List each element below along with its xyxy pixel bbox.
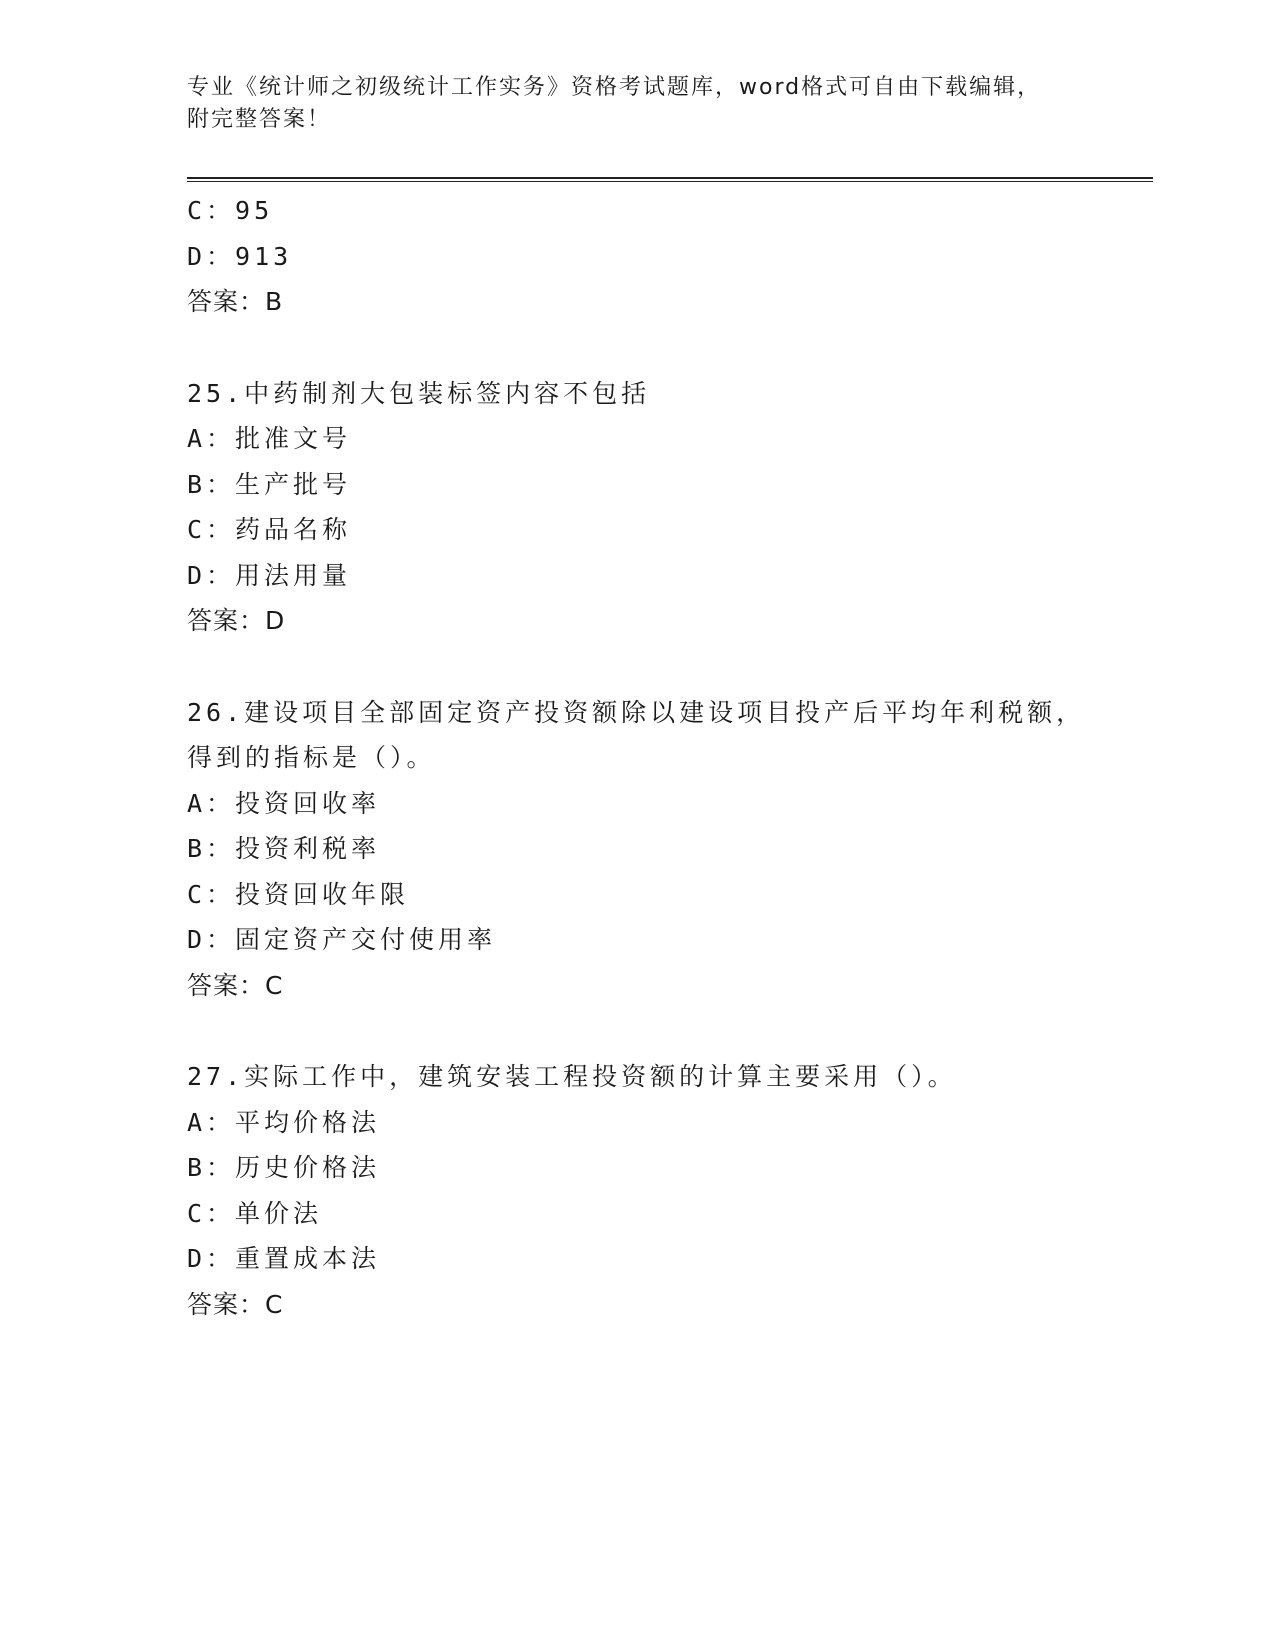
question-stem-line-2: 得到的指标是（）。: [187, 743, 436, 772]
question-stem: 27.实际工作中，建筑安装工程投资额的计算主要采用（）。: [187, 1062, 957, 1091]
option-a: A：平均价格法: [187, 1107, 381, 1137]
option-c: C：投资回收年限: [187, 879, 410, 909]
spacer: [187, 325, 1147, 371]
option-a: A：投资回收率: [187, 788, 381, 818]
option-d: D：913: [187, 241, 293, 271]
spacer: [187, 644, 1147, 690]
question-stem-line-1: 26.建设项目全部固定资产投资额除以建设项目投产后平均年利税额，: [187, 697, 1086, 727]
option-d: D：用法用量: [187, 560, 352, 590]
option-d: D：重置成本法: [187, 1244, 381, 1273]
answer-line: 答案：D: [187, 606, 286, 635]
option-c: C：药品名称: [187, 515, 352, 544]
option-c: C：95: [187, 196, 274, 225]
option-b: B：生产批号: [187, 469, 352, 499]
option-d: D：固定资产交付使用率: [187, 925, 497, 954]
option-c: C：单价法: [187, 1198, 323, 1228]
page-header: [187, 72, 1087, 136]
option-b: B：投资利税率: [187, 834, 381, 863]
question-24-continued: [187, 188, 1147, 325]
option-b: B：历史价格法: [187, 1153, 381, 1182]
option-a: A：批准文号: [187, 424, 352, 453]
answer-line: 答案：C: [187, 970, 284, 1000]
answer-line: 答案：C: [187, 1289, 284, 1319]
question-stem: 25.中药制剂大包装标签内容不包括: [187, 378, 651, 408]
header-title-line-2: 附完整答案！: [187, 107, 332, 132]
spacer: [187, 1008, 1147, 1054]
header-title-line-1: 专业《统计师之初级统计工作实务》资格考试题库，word格式可自由下载编辑，: [187, 75, 1042, 100]
question-27: [187, 1054, 1147, 1327]
question-25: [187, 371, 1147, 644]
question-26: [187, 690, 1147, 1009]
question-list: [187, 188, 1147, 1327]
header-divider: [187, 177, 1153, 182]
answer-line: 答案：B: [187, 287, 284, 316]
